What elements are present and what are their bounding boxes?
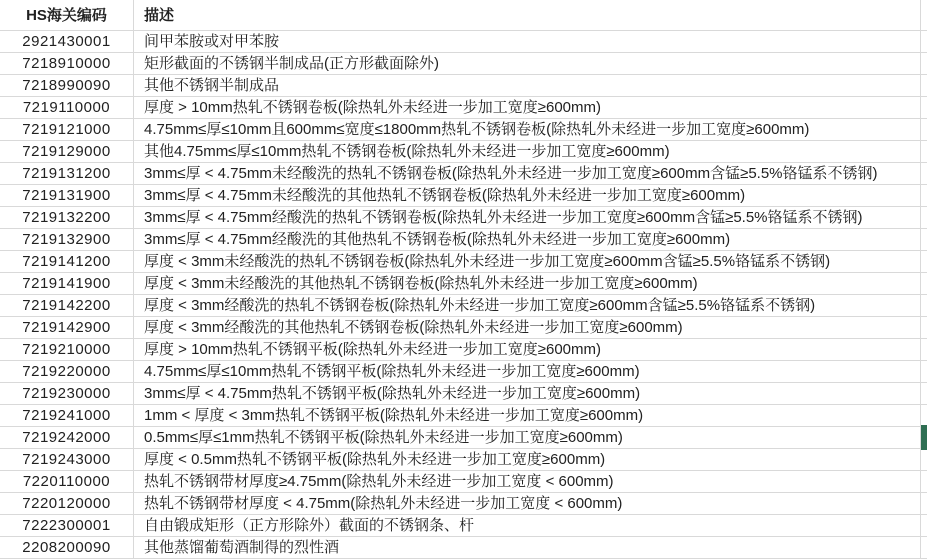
hs-code-cell[interactable]: 7219131200 bbox=[22, 165, 111, 182]
description-cell[interactable]: 厚度 < 3mm经酸洗的热轧不锈钢卷板(除热轧外未经进一步加工宽度≥600mm含锰≥5.5%铬锰系不锈钢) bbox=[133, 295, 920, 316]
row-end-spacer bbox=[920, 185, 927, 206]
table-row bbox=[0, 317, 927, 339]
hs-code-cell[interactable]: 2921430001 bbox=[22, 33, 111, 50]
table-row bbox=[0, 251, 927, 273]
row-end-spacer bbox=[920, 383, 927, 404]
table-body bbox=[0, 31, 927, 559]
hs-code-cell[interactable]: 7219132900 bbox=[22, 231, 111, 248]
row-end-spacer bbox=[920, 295, 927, 316]
description-cell[interactable]: 厚度 > 10mm热轧不锈钢平板(除热轧外未经进一步加工宽度≥600mm) bbox=[133, 339, 920, 360]
row-end-spacer bbox=[920, 97, 927, 118]
hs-code-cell[interactable]: 7219129000 bbox=[22, 143, 111, 160]
header-description[interactable]: 描述 bbox=[133, 0, 920, 30]
table-row bbox=[0, 383, 927, 405]
hs-code-cell[interactable]: 7219110000 bbox=[22, 99, 111, 116]
row-end-spacer bbox=[920, 339, 927, 360]
hs-code-cell[interactable]: 2208200090 bbox=[22, 539, 111, 556]
header-end-spacer bbox=[920, 0, 927, 30]
row-end-spacer bbox=[920, 229, 927, 250]
table-row bbox=[0, 229, 927, 251]
description-cell[interactable]: 其他4.75mm≤厚≤10mm热轧不锈钢卷板(除热轧外未经进一步加工宽度≥600mm) bbox=[133, 141, 920, 162]
table-row bbox=[0, 449, 927, 471]
description-cell[interactable]: 厚度 < 3mm未经酸洗的其他热轧不锈钢卷板(除热轧外未经进一步加工宽度≥600mm) bbox=[133, 273, 920, 294]
hs-code-cell[interactable]: 7219131900 bbox=[22, 187, 111, 204]
table-row bbox=[0, 75, 927, 97]
hs-code-cell[interactable]: 7219132200 bbox=[22, 209, 111, 226]
table-row bbox=[0, 119, 927, 141]
row-end-spacer bbox=[920, 251, 927, 272]
description-cell[interactable]: 矩形截面的不锈钢半制成品(正方形截面除外) bbox=[133, 53, 920, 74]
row-end-spacer bbox=[920, 273, 927, 294]
description-cell[interactable]: 厚度 > 10mm热轧不锈钢卷板(除热轧外未经进一步加工宽度≥600mm) bbox=[133, 97, 920, 118]
description-cell[interactable]: 0.5mm≤厚≤1mm热轧不锈钢平板(除热轧外未经进一步加工宽度≥600mm) bbox=[133, 427, 920, 448]
description-cell[interactable]: 其他蒸馏葡萄酒制得的烈性酒 bbox=[133, 537, 920, 558]
row-end-spacer bbox=[920, 515, 927, 536]
row-end-spacer bbox=[920, 493, 927, 514]
table-row bbox=[0, 163, 927, 185]
header-row bbox=[0, 0, 927, 31]
row-end-spacer bbox=[920, 53, 927, 74]
description-cell[interactable]: 热轧不锈钢带材厚度≥4.75mm(除热轧外未经进一步加工宽度 < 600mm) bbox=[133, 471, 920, 492]
table-row bbox=[0, 97, 927, 119]
description-cell[interactable]: 厚度 < 3mm经酸洗的其他热轧不锈钢卷板(除热轧外未经进一步加工宽度≥600mm) bbox=[133, 317, 920, 338]
table-row bbox=[0, 471, 927, 493]
row-end-spacer bbox=[920, 207, 927, 228]
description-cell[interactable]: 3mm≤厚 < 4.75mm未经酸洗的热轧不锈钢卷板(除热轧外未经进一步加工宽度≥600mm含锰≥5.5%铬锰系不锈钢) bbox=[133, 163, 920, 184]
hs-code-cell[interactable]: 7222300001 bbox=[22, 517, 111, 534]
table-row bbox=[0, 273, 927, 295]
description-cell[interactable]: 3mm≤厚 < 4.75mm热轧不锈钢平板(除热轧外未经进一步加工宽度≥600mm) bbox=[133, 383, 920, 404]
table-row bbox=[0, 31, 927, 53]
table-row bbox=[0, 295, 927, 317]
description-cell[interactable]: 3mm≤厚 < 4.75mm未经酸洗的其他热轧不锈钢卷板(除热轧外未经进一步加工宽度≥600mm) bbox=[133, 185, 920, 206]
table-row bbox=[0, 53, 927, 75]
description-cell[interactable]: 厚度 < 0.5mm热轧不锈钢平板(除热轧外未经进一步加工宽度≥600mm) bbox=[133, 449, 920, 470]
hs-code-cell[interactable]: 7219142200 bbox=[22, 297, 111, 314]
hs-code-cell[interactable]: 7219121000 bbox=[22, 121, 111, 138]
row-end-spacer bbox=[920, 405, 927, 426]
description-cell[interactable]: 4.75mm≤厚≤10mm热轧不锈钢平板(除热轧外未经进一步加工宽度≥600mm) bbox=[133, 361, 920, 382]
description-cell[interactable]: 3mm≤厚 < 4.75mm经酸洗的热轧不锈钢卷板(除热轧外未经进一步加工宽度≥600mm含锰≥5.5%铬锰系不锈钢) bbox=[133, 207, 920, 228]
description-cell[interactable]: 4.75mm≤厚≤10mm且600mm≤宽度≤1800mm热轧不锈钢卷板(除热轧外未经进一步加工宽度≥600mm) bbox=[133, 119, 920, 140]
selection-marker[interactable] bbox=[921, 425, 927, 450]
hs-code-cell[interactable]: 7218990090 bbox=[22, 77, 111, 94]
row-end-spacer bbox=[920, 31, 927, 52]
header-hs-code[interactable]: HS海关编码 bbox=[26, 6, 107, 24]
hs-code-cell[interactable]: 7219243000 bbox=[22, 451, 111, 468]
row-end-spacer bbox=[920, 163, 927, 184]
description-cell[interactable]: 厚度 < 3mm未经酸洗的热轧不锈钢卷板(除热轧外未经进一步加工宽度≥600mm含锰≥5.5%铬锰系不锈钢) bbox=[133, 251, 920, 272]
hs-code-cell[interactable]: 7219241000 bbox=[22, 407, 111, 424]
hs-code-cell[interactable]: 7219141200 bbox=[22, 253, 111, 270]
table-row bbox=[0, 537, 927, 559]
description-cell[interactable]: 间甲苯胺或对甲苯胺 bbox=[133, 31, 920, 52]
row-end-spacer bbox=[920, 75, 927, 96]
description-cell[interactable]: 其他不锈钢半制成品 bbox=[133, 75, 920, 96]
row-end-spacer bbox=[920, 317, 927, 338]
row-end-spacer bbox=[920, 119, 927, 140]
hs-code-cell[interactable]: 7218910000 bbox=[22, 55, 111, 72]
hs-code-cell[interactable]: 7219230000 bbox=[22, 385, 111, 402]
hs-code-cell[interactable]: 7220110000 bbox=[22, 473, 111, 490]
row-end-spacer bbox=[920, 537, 927, 558]
row-end-spacer bbox=[920, 449, 927, 470]
description-cell[interactable]: 1mm < 厚度 < 3mm热轧不锈钢平板(除热轧外未经进一步加工宽度≥600mm) bbox=[133, 405, 920, 426]
hs-code-cell[interactable]: 7219242000 bbox=[22, 429, 111, 446]
table-row bbox=[0, 185, 927, 207]
hs-code-cell[interactable]: 7219142900 bbox=[22, 319, 111, 336]
hs-code-cell[interactable]: 7219141900 bbox=[22, 275, 111, 292]
table-row bbox=[0, 361, 927, 383]
table-row bbox=[0, 515, 927, 537]
description-cell[interactable]: 自由锻成矩形（正方形除外）截面的不锈钢条、杆 bbox=[133, 515, 920, 536]
table-row bbox=[0, 207, 927, 229]
table-row bbox=[0, 405, 927, 427]
hs-code-cell[interactable]: 7219220000 bbox=[22, 363, 111, 380]
table-row bbox=[0, 141, 927, 163]
row-end-spacer bbox=[920, 141, 927, 162]
table-row bbox=[0, 493, 927, 515]
row-end-spacer bbox=[920, 471, 927, 492]
description-cell[interactable]: 3mm≤厚 < 4.75mm经酸洗的其他热轧不锈钢卷板(除热轧外未经进一步加工宽度≥600mm) bbox=[133, 229, 920, 250]
description-cell[interactable]: 热轧不锈钢带材厚度 < 4.75mm(除热轧外未经进一步加工宽度 < 600mm) bbox=[133, 493, 920, 514]
table-row bbox=[0, 427, 927, 449]
table-row bbox=[0, 339, 927, 361]
hs-code-cell[interactable]: 7219210000 bbox=[22, 341, 111, 358]
hs-code-cell[interactable]: 7220120000 bbox=[22, 495, 111, 512]
row-end-spacer bbox=[920, 361, 927, 382]
